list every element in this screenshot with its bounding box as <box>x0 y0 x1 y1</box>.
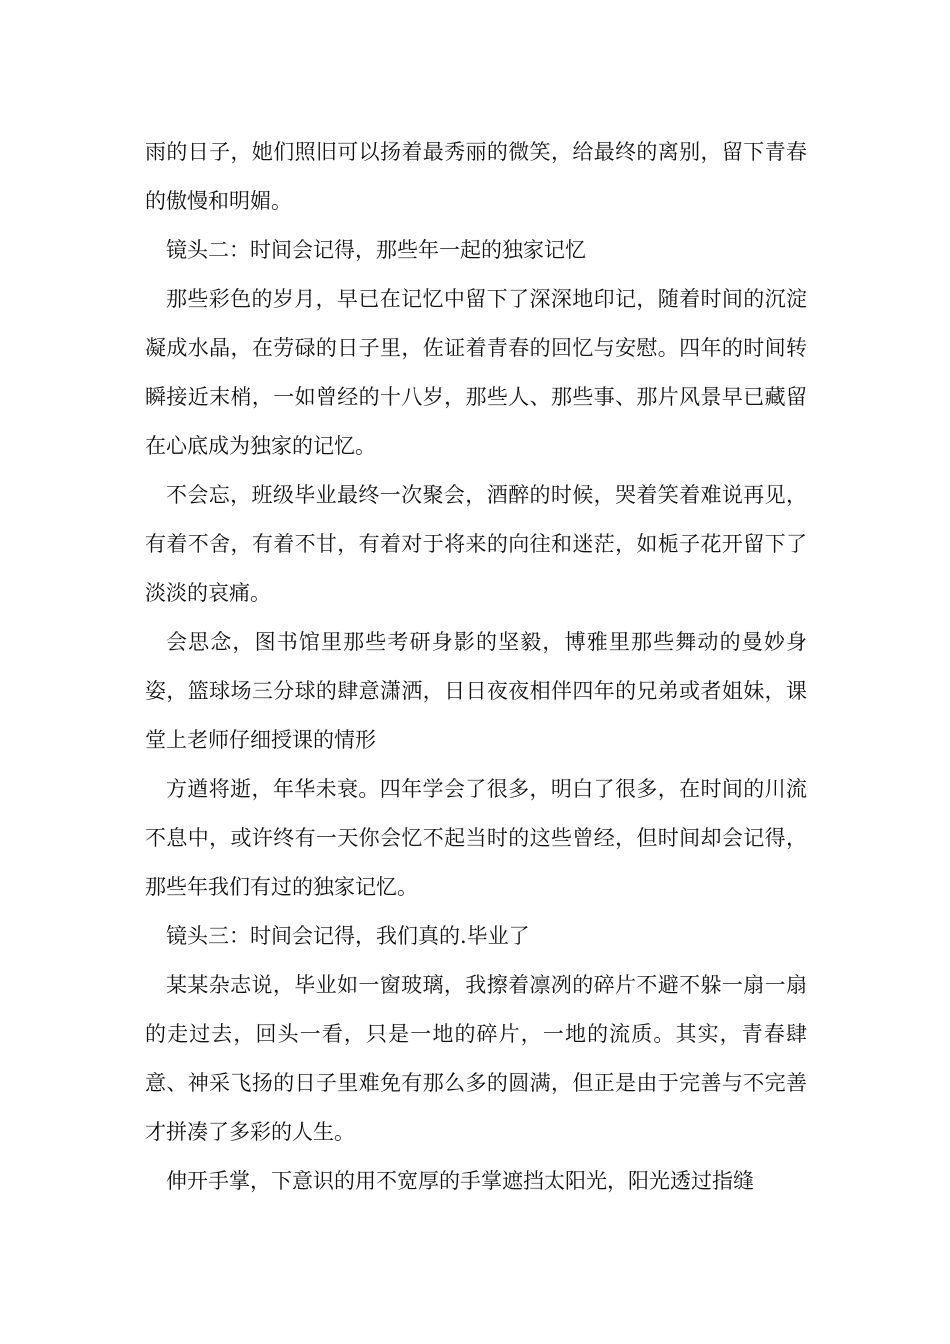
paragraph-3: 不会忘，班级毕业最终一次聚会，酒醉的时候，哭着笑着难说再见，有着不舍，有着不甘，有着对于将来的向往和迷茫，如栀子花开留下了淡淡的哀痛。 <box>145 483 807 605</box>
paragraph-2: 那些彩色的岁月，早已在记忆中留下了深深地印记，随着时间的沉淀凝成水晶，在劳碌的日子里，佐证着青春的回忆与安慰。四年的时间转瞬接近末梢，一如曾经的十八岁，那些人、那些事、那片风景早已藏留在心底成为独家的记忆。 <box>145 287 807 458</box>
document-body <box>145 128 807 1206</box>
paragraph-7: 伸开手掌，下意识的用不宽厚的手掌遮挡太阳光，阳光透过指缝 <box>166 1169 754 1193</box>
section-heading-3: 镜头三：时间会记得，我们真的.毕业了 <box>166 924 530 948</box>
paragraph-5: 方遒将逝，年华未衰。四年学会了很多，明白了很多，在时间的川流不息中，或许终有一天你会忆不起当时的这些曾经，但时间却会记得，那些年我们有过的独家记忆。 <box>145 777 807 899</box>
section-heading-2: 镜头二：时间会记得，那些年一起的独家记忆 <box>166 238 586 262</box>
paragraph-4: 会思念，图书馆里那些考研身影的坚毅，博雅里那些舞动的曼妙身姿，篮球场三分球的肆意潇洒，日日夜夜相伴四年的兄弟或者姐妹，课堂上老师仔细授课的情形 <box>145 630 807 752</box>
paragraph-1: 雨的日子，她们照旧可以扬着最秀丽的微笑，给最终的离别，留下青春的傲慢和明媚。 <box>145 140 807 213</box>
paragraph-6: 某某杂志说，毕业如一窗玻璃，我擦着凛冽的碎片不避不躲一扇一扇的走过去，回头一看，只是一地的碎片，一地的流质。其实，青春肆意、神采飞扬的日子里难免有那么多的圆满，但正是由于完善与不完善才拼凑了多彩的人生。 <box>145 973 807 1144</box>
